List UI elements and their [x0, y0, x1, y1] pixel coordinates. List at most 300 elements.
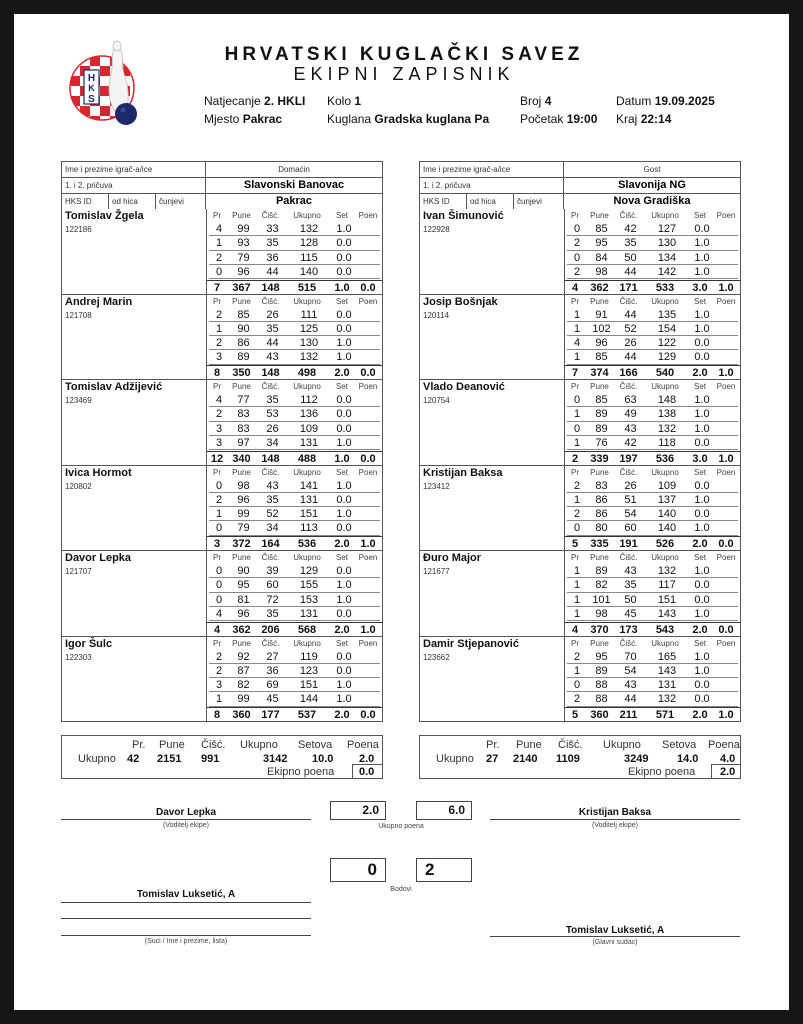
home-total-cisc: 991 [201, 753, 220, 765]
lane-cell: 1 [215, 237, 223, 250]
cunjevi-header: čunjevi [514, 194, 564, 209]
lane-cell: 35 [266, 493, 279, 506]
lane-cell: 1 [573, 607, 581, 620]
lane-cell: 132 [657, 693, 677, 706]
lane-cell: 153 [299, 593, 319, 606]
lane-cell: 1.0 [694, 322, 710, 335]
lane-cell: 1.0 [694, 607, 710, 620]
guest-team-name: Slavonija NG [618, 179, 686, 191]
lane-cell: 1.0 [694, 522, 710, 535]
score-grid-header [565, 637, 740, 650]
player-id: 121708 [65, 310, 92, 320]
column-header: Pr [571, 382, 579, 391]
column-header: Pune [590, 211, 609, 220]
lane-cell: 35 [266, 237, 279, 250]
player-total-cell: 367 [232, 281, 251, 294]
column-header: Čišć. [619, 553, 638, 562]
player-block [419, 466, 741, 552]
column-header: Poen [358, 638, 378, 648]
lane-row [567, 251, 738, 265]
lane-cell: 43 [624, 679, 637, 692]
svg-text:H: H [87, 73, 96, 84]
guest-total-pr: 27 [486, 753, 499, 765]
lane-cell: 45 [624, 607, 637, 620]
lane-row [567, 350, 738, 364]
player-block [61, 551, 383, 637]
player-total-cell: 362 [590, 281, 609, 294]
lane-row [209, 222, 380, 236]
lane-cell: 0.0 [694, 479, 710, 492]
lane-row [209, 251, 380, 265]
column-header: Čišć. [261, 553, 280, 562]
lane-cell: 135 [657, 308, 677, 321]
player-block [419, 380, 741, 466]
column-header: Poen [358, 553, 378, 562]
lane-cell: 1.0 [336, 508, 352, 521]
lane-cell: 141 [299, 479, 319, 492]
lane-cell: 2 [573, 693, 581, 706]
lane-cell: 83 [595, 479, 608, 492]
lane-cell: 85 [595, 351, 608, 364]
lane-cell: 54 [624, 508, 637, 521]
lane-cell: 4 [215, 607, 223, 620]
player-total-cell: 3.0 [692, 281, 708, 294]
lane-cell: 1 [573, 322, 581, 335]
guest-total-poena: 4.0 [720, 753, 736, 765]
lane-cell: 0 [573, 422, 581, 435]
lane-cell: 95 [595, 650, 608, 663]
lane-row [209, 678, 380, 692]
home-captain-caption: (Voditelj ekipe) [163, 822, 209, 829]
lane-cell: 4 [573, 337, 581, 350]
lane-cell: 154 [657, 322, 677, 335]
od-hica-header: od hica [109, 194, 156, 209]
score-grid-header [207, 295, 382, 308]
player-score-grid [564, 466, 740, 551]
end-field: Kraj 22:14 [616, 112, 672, 126]
player-total-cell: 1.0 [334, 452, 350, 465]
hks-logo-icon [66, 36, 146, 132]
lane-cell: 2 [573, 237, 581, 250]
player-total-cell: 5 [571, 538, 579, 550]
player-total-cell: 1.0 [718, 709, 734, 721]
lane-cell: 130 [299, 337, 319, 350]
lane-row [567, 479, 738, 493]
guest-team-points: 2.0 [720, 766, 736, 778]
player-total-cell: 0.0 [718, 623, 734, 636]
player-total-cell: 350 [232, 367, 251, 379]
lane-cell: 2 [573, 479, 581, 492]
lane-cell: 1.0 [336, 351, 352, 364]
score-grid-header [207, 380, 382, 393]
column-header: Poen [716, 211, 736, 220]
player-total-cell: 1.0 [360, 538, 376, 550]
column-header: Set [693, 211, 706, 220]
lane-cell: 1 [573, 408, 581, 421]
lane-cell: 52 [266, 508, 279, 521]
column-header: Set [693, 382, 706, 391]
lane-row [209, 236, 380, 250]
lane-cell: 0 [573, 522, 581, 535]
lane-cell: 99 [237, 693, 250, 706]
lane-cell: 85 [237, 308, 250, 321]
lane-row [209, 436, 380, 450]
lane-cell: 89 [595, 664, 608, 677]
player-total-cell: 4 [571, 623, 579, 636]
column-header: Pune [232, 467, 251, 477]
player-score-grid [564, 295, 740, 380]
guest-totals: Pr. Pune Čišć. Ukupno Setova Poena Ukupno 27 2140 1109 3249 14.0 4.0 Ekipno poena 2.0 [419, 735, 741, 779]
player-total-cell: 2.0 [334, 623, 350, 636]
lane-row [567, 664, 738, 678]
lane-cell: 44 [624, 265, 637, 278]
player-name: Tomislav Žgela [65, 210, 144, 222]
reserves-header: 1. i 2. pričuva [62, 178, 206, 193]
column-header: Čišć. [261, 467, 280, 477]
lane-cell: 26 [266, 422, 279, 435]
player-total-cell: 374 [590, 367, 609, 379]
player-name: Đuro Major [423, 552, 482, 564]
player-name: Davor Lepka [65, 552, 132, 564]
lane-cell: 0.0 [336, 664, 352, 677]
lane-cell: 140 [299, 265, 319, 278]
lane-cell: 1.0 [694, 265, 710, 278]
player-total-cell: 2.0 [692, 623, 708, 636]
lane-cell: 1 [573, 493, 581, 506]
player-total-cell: 362 [232, 623, 251, 636]
lane-cell: 0.0 [336, 322, 352, 335]
home-team-name: Slavonski Banovac [243, 179, 345, 191]
column-header: Poen [716, 296, 736, 306]
lane-cell: 76 [595, 436, 608, 449]
lane-row [567, 322, 738, 336]
lane-cell: 99 [237, 508, 250, 521]
lane-cell: 34 [266, 522, 279, 535]
player-total-row [207, 365, 382, 379]
player-total-cell: 543 [655, 623, 675, 636]
lane-cell: 102 [592, 322, 611, 335]
column-header: Ukupno [293, 467, 321, 477]
lane-cell: 60 [624, 522, 637, 535]
home-total-points-box: 2.0 [330, 801, 386, 820]
lane-cell: 1.0 [694, 308, 710, 321]
lane-cell: 42 [624, 436, 637, 449]
player-id: 122303 [65, 652, 92, 662]
player-id: 123469 [65, 396, 92, 405]
lane-cell: 95 [237, 579, 250, 592]
lane-cell: 0.0 [336, 251, 352, 264]
lane-cell: 1.0 [336, 337, 352, 350]
score-grid-header [565, 380, 740, 393]
lane-cell: 127 [657, 223, 677, 235]
svg-text:S: S [88, 94, 95, 105]
lane-row [567, 336, 738, 350]
lane-cell: 111 [300, 308, 318, 321]
lane-row [209, 507, 380, 521]
player-block [419, 295, 741, 381]
lane-cell: 0 [215, 265, 223, 278]
player-total-cell: 536 [655, 452, 675, 465]
lane-cell: 89 [237, 351, 250, 364]
column-header: Ukupno [293, 211, 321, 220]
lane-cell: 77 [237, 394, 250, 406]
column-header: Pr [213, 382, 221, 391]
home-total-pr: 42 [127, 753, 140, 765]
column-header: Set [335, 382, 348, 391]
lane-cell: 132 [299, 351, 319, 364]
lane-cell: 44 [624, 351, 637, 364]
player-total-cell: 2.0 [334, 538, 350, 550]
column-header: Čišć. [619, 638, 638, 648]
lane-cell: 50 [624, 593, 637, 606]
column-header: Poen [716, 467, 736, 477]
lane-cell: 1.0 [336, 693, 352, 706]
lane-cell: 44 [624, 308, 637, 321]
lane-cell: 151 [657, 593, 677, 606]
lane-row [209, 407, 380, 421]
lane-cell: 79 [237, 251, 250, 264]
column-header: Ukupno [293, 638, 321, 648]
lane-cell: 1.0 [694, 237, 710, 250]
player-id: 121677 [423, 567, 450, 576]
lane-cell: 88 [595, 679, 608, 692]
lane-cell: 4 [215, 223, 223, 235]
lane-row [209, 607, 380, 621]
svg-text:K: K [88, 83, 95, 93]
player-total-row [207, 280, 382, 294]
cunjevi-header: čunjevi [156, 194, 206, 209]
lane-cell: 88 [595, 693, 608, 706]
lane-cell: 0.0 [336, 607, 352, 620]
column-header: Ukupno [651, 296, 679, 306]
column-header: Set [335, 211, 348, 220]
place-field: Mjesto Pakrac [204, 112, 283, 126]
player-total-row [565, 451, 740, 465]
home-total-poena: 2.0 [359, 753, 375, 765]
column-header: Pune [232, 638, 251, 648]
player-name: Ivan Šimunović [423, 210, 504, 222]
column-header: Poen [358, 211, 378, 220]
player-total-cell: 164 [261, 538, 280, 550]
lane-cell: 44 [266, 265, 279, 278]
player-total-cell: 536 [297, 538, 317, 550]
lane-cell: 36 [266, 251, 279, 264]
column-header: Set [693, 553, 706, 562]
lane-cell: 2 [573, 508, 581, 521]
player-total-cell: 206 [261, 623, 280, 636]
lane-row [567, 564, 738, 578]
lane-cell: 2 [573, 265, 581, 278]
player-total-row [207, 451, 382, 465]
lane-cell: 4 [215, 394, 223, 406]
lane-cell: 2 [215, 664, 223, 677]
column-header: Čišć. [261, 638, 280, 648]
player-block [61, 466, 383, 552]
player-score-grid [564, 380, 740, 465]
lane-cell: 26 [624, 479, 637, 492]
player-total-row [207, 536, 382, 550]
column-header: Pune [590, 638, 609, 648]
home-bodovi-box: 0 [330, 858, 386, 882]
lane-cell: 0 [573, 679, 581, 692]
lane-cell: 123 [299, 664, 319, 677]
score-grid-header [565, 209, 740, 222]
player-total-cell: 335 [590, 538, 609, 550]
lane-cell: 85 [595, 223, 608, 235]
lane-cell: 142 [657, 265, 677, 278]
player-total-cell: 488 [297, 452, 317, 465]
lane-cell: 0.0 [694, 223, 710, 235]
lane-cell: 113 [300, 522, 318, 535]
player-total-cell: 1.0 [718, 281, 734, 294]
column-header: Pr [213, 211, 221, 220]
lane-row [567, 265, 738, 279]
lane-cell: 96 [237, 493, 250, 506]
date-field: Datum 19.09.2025 [616, 94, 715, 108]
home-team-points: 0.0 [359, 766, 375, 778]
lane-cell: 140 [657, 522, 677, 535]
lane-cell: 122 [657, 337, 677, 350]
lane-cell: 138 [657, 408, 677, 421]
column-header: Ukupno [651, 638, 679, 648]
lane-cell: 89 [595, 408, 608, 421]
lane-cell: 3 [215, 422, 223, 435]
lane-row [567, 422, 738, 436]
column-header: Čišć. [261, 382, 280, 391]
lane-cell: 82 [237, 679, 250, 692]
player-id: 121707 [65, 567, 92, 576]
column-header: Ukupno [293, 553, 321, 562]
judges-line-3 [61, 935, 311, 936]
lane-cell: 132 [657, 422, 677, 435]
lane-cell: 93 [237, 237, 250, 250]
lane-cell: 99 [237, 223, 250, 235]
player-name: Andrej Marin [65, 295, 133, 308]
guest-captain-name: Kristijan Baksa [578, 807, 652, 818]
lane-cell: 165 [657, 650, 677, 663]
lane-row [209, 692, 380, 706]
lane-cell: 1.0 [336, 436, 352, 449]
lane-row [209, 521, 380, 535]
lane-cell: 35 [266, 607, 279, 620]
lane-cell: 86 [237, 337, 250, 350]
judges-line-2 [61, 918, 311, 919]
round-field: Kolo 1 [327, 94, 362, 108]
player-block [61, 209, 383, 295]
lane-cell: 1.0 [336, 579, 352, 592]
guest-captain-line [490, 819, 740, 820]
player-block [419, 209, 741, 295]
lane-cell: 96 [595, 337, 608, 350]
player-name: Kristijan Baksa [423, 466, 503, 479]
player-total-row [565, 280, 740, 294]
lane-cell: 151 [299, 508, 319, 521]
player-total-cell: 5 [571, 709, 579, 721]
player-score-grid [206, 551, 382, 636]
player-total-cell: 0.0 [360, 452, 376, 465]
column-header: Pune [590, 296, 609, 306]
player-total-cell: 177 [261, 709, 280, 721]
player-total-cell: 4 [213, 623, 221, 636]
player-total-cell: 360 [590, 709, 609, 721]
lane-cell: 1 [215, 693, 223, 706]
player-block [61, 295, 383, 381]
lane-cell: 0.0 [336, 237, 352, 250]
lane-cell: 130 [657, 237, 677, 250]
player-id: 123412 [423, 481, 450, 491]
bodovi-caption: Bodovi [390, 886, 412, 893]
lane-cell: 98 [237, 479, 250, 492]
lane-cell: 33 [266, 223, 279, 235]
lane-row [567, 678, 738, 692]
lane-cell: 98 [595, 265, 608, 278]
player-total-cell: 8 [213, 709, 221, 721]
player-id: 120754 [423, 396, 450, 405]
lane-row [567, 578, 738, 592]
player-total-cell: 1.0 [718, 452, 734, 465]
score-grid-header [207, 209, 382, 222]
lane-cell: 1.0 [694, 422, 710, 435]
lane-cell: 0 [573, 223, 581, 235]
score-grid-header [565, 551, 740, 564]
lane-cell: 84 [595, 251, 608, 264]
reserves-header: 1. i 2. pričuva [420, 178, 564, 193]
column-header: Pr [213, 467, 221, 477]
number-field: Broj 4 [520, 94, 552, 108]
lane-cell: 52 [624, 322, 637, 335]
od-hica-header: od hica [467, 194, 514, 209]
judges-name: Tomislav Luksetić, A [136, 889, 236, 900]
guest-side-label: Gost [643, 165, 661, 174]
lane-cell: 134 [657, 251, 677, 264]
player-score-grid [206, 637, 382, 722]
player-total-cell: 360 [232, 709, 251, 721]
head-judge-line [490, 936, 740, 937]
lane-cell: 137 [657, 493, 677, 506]
guest-total-setova: 14.0 [677, 753, 699, 765]
lane-cell: 0 [573, 251, 581, 264]
name-header: Ime i prezime igrač-a/ice [62, 162, 206, 177]
column-header: Pr [571, 553, 579, 562]
lane-cell: 119 [300, 650, 318, 663]
lane-cell: 1 [573, 664, 581, 677]
home-team-table [61, 161, 383, 722]
lane-cell: 44 [266, 337, 279, 350]
lane-row [209, 479, 380, 493]
player-total-row [565, 707, 740, 721]
lane-cell: 0.0 [336, 565, 352, 577]
player-total-cell: 571 [655, 709, 675, 721]
lane-row [567, 607, 738, 621]
column-header: Pune [232, 211, 251, 220]
column-header: Pune [590, 553, 609, 562]
column-header: Ukupno [651, 467, 679, 477]
player-id: 122928 [423, 225, 450, 234]
lane-cell: 128 [299, 237, 319, 250]
lane-cell: 0.0 [694, 436, 710, 449]
lane-cell: 1.0 [336, 593, 352, 606]
player-total-cell: 3.0 [692, 452, 708, 465]
lane-cell: 53 [266, 408, 279, 421]
column-header: Pr [213, 638, 221, 648]
column-header: Set [335, 296, 348, 306]
lane-row [209, 578, 380, 592]
player-total-cell: 171 [619, 281, 638, 294]
player-total-cell: 12 [210, 452, 224, 465]
column-header: Pr [571, 296, 579, 306]
column-header: Ukupno [651, 211, 679, 220]
alley-field: Kuglana Gradska kuglana Pa [327, 112, 490, 126]
